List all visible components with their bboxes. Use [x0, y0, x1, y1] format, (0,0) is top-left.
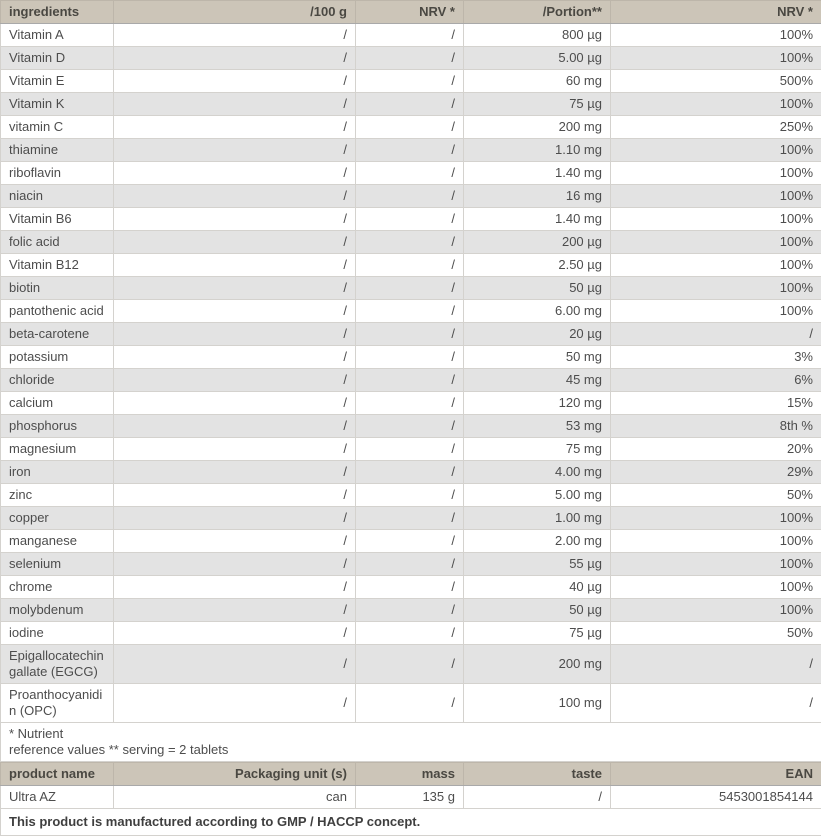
table-cell: /: [356, 208, 464, 231]
table-cell: 2.00 mg: [464, 530, 611, 553]
table-cell: /: [356, 24, 464, 47]
table-cell: /: [356, 231, 464, 254]
table-row: [1, 47, 821, 70]
table-cell: selenium: [1, 553, 114, 576]
table-cell: can: [114, 786, 356, 809]
table-cell: 75 mg: [464, 438, 611, 461]
column-header: product name: [1, 763, 114, 786]
column-header: NRV *: [611, 1, 821, 24]
table-cell: /: [356, 185, 464, 208]
table-cell: Epigallocatechin gallate (EGCG): [1, 645, 114, 684]
table-row: [1, 684, 821, 723]
table-row: [1, 116, 821, 139]
table-row: [1, 415, 821, 438]
product-info-header: [1, 763, 821, 786]
table-cell: /: [114, 622, 356, 645]
table-cell: /: [356, 254, 464, 277]
table-row: [1, 70, 821, 93]
table-cell: 100%: [611, 24, 821, 47]
column-header: /100 g: [114, 1, 356, 24]
table-cell: /: [114, 438, 356, 461]
table-cell: /: [356, 507, 464, 530]
table-row: [1, 162, 821, 185]
footnote-line-1: * Nutrient: [9, 726, 64, 741]
table-cell: 15%: [611, 392, 821, 415]
table-row: [1, 277, 821, 300]
table-cell: niacin: [1, 185, 114, 208]
footnote-row: [1, 723, 821, 762]
table-cell: 100%: [611, 208, 821, 231]
column-header: mass: [356, 763, 464, 786]
table-row: [1, 530, 821, 553]
table-cell: 100%: [611, 530, 821, 553]
table-cell: /: [114, 576, 356, 599]
table-cell: /: [114, 461, 356, 484]
table-cell: 50%: [611, 622, 821, 645]
table-cell: /: [356, 438, 464, 461]
table-cell: /: [356, 346, 464, 369]
table-cell: /: [114, 277, 356, 300]
table-cell: /: [611, 323, 821, 346]
table-row: [1, 24, 821, 47]
table-cell: Ultra AZ: [1, 786, 114, 809]
table-cell: /: [114, 116, 356, 139]
table-row: [1, 300, 821, 323]
table-cell: 75 µg: [464, 93, 611, 116]
table-cell: 100%: [611, 576, 821, 599]
table-row: [1, 438, 821, 461]
table-cell: /: [114, 300, 356, 323]
table-cell: 135 g: [356, 786, 464, 809]
table-cell: biotin: [1, 277, 114, 300]
table-row: [1, 786, 821, 809]
table-cell: /: [114, 392, 356, 415]
table-cell: /: [114, 93, 356, 116]
table-cell: /: [356, 162, 464, 185]
table-cell: /: [114, 70, 356, 93]
table-cell: 100%: [611, 507, 821, 530]
table-cell: 100%: [611, 162, 821, 185]
table-cell: Vitamin B12: [1, 254, 114, 277]
table-cell: /: [356, 93, 464, 116]
table-cell: /: [114, 553, 356, 576]
column-header: Packaging unit (s): [114, 763, 356, 786]
table-cell: /: [356, 47, 464, 70]
table-cell: 75 µg: [464, 622, 611, 645]
product-info-body: [1, 786, 821, 809]
column-header: NRV *: [356, 1, 464, 24]
table-cell: /: [356, 684, 464, 723]
table-cell: Proanthocyanidin (OPC): [1, 684, 114, 723]
table-cell: /: [356, 116, 464, 139]
table-cell: 2.50 µg: [464, 254, 611, 277]
header-row: [1, 763, 821, 786]
table-row: [1, 369, 821, 392]
table-cell: /: [464, 786, 611, 809]
table-cell: /: [114, 254, 356, 277]
table-row: [1, 231, 821, 254]
table-cell: phosphorus: [1, 415, 114, 438]
table-cell: /: [356, 622, 464, 645]
table-cell: Vitamin E: [1, 70, 114, 93]
table-cell: 20%: [611, 438, 821, 461]
table-cell: 800 µg: [464, 24, 611, 47]
table-cell: 100%: [611, 599, 821, 622]
table-cell: 5453001854144: [611, 786, 821, 809]
table-cell: riboflavin: [1, 162, 114, 185]
table-row: [1, 599, 821, 622]
table-cell: iodine: [1, 622, 114, 645]
table-cell: 20 µg: [464, 323, 611, 346]
table-cell: folic acid: [1, 231, 114, 254]
footnote-line-2: reference values ** serving = 2 tablets: [9, 742, 229, 757]
table-row: [1, 323, 821, 346]
table-cell: 50%: [611, 484, 821, 507]
table-cell: /: [356, 369, 464, 392]
table-cell: 60 mg: [464, 70, 611, 93]
table-cell: /: [611, 684, 821, 723]
ingredients-table-header: [1, 1, 821, 24]
table-cell: 45 mg: [464, 369, 611, 392]
table-cell: manganese: [1, 530, 114, 553]
table-cell: Vitamin A: [1, 24, 114, 47]
table-row: [1, 139, 821, 162]
column-header: ingredients: [1, 1, 114, 24]
table-row: [1, 484, 821, 507]
disclaimer-cell: This product is manufactured according to GMP / HACCP concept.: [1, 809, 821, 836]
disclaimer-row: [1, 809, 821, 836]
table-cell: /: [114, 231, 356, 254]
table-row: [1, 645, 821, 684]
table-cell: 55 µg: [464, 553, 611, 576]
footnote-cell: [1, 723, 821, 762]
table-cell: 200 mg: [464, 645, 611, 684]
table-cell: iron: [1, 461, 114, 484]
table-cell: beta-carotene: [1, 323, 114, 346]
table-cell: 5.00 µg: [464, 47, 611, 70]
table-cell: /: [114, 507, 356, 530]
table-cell: 53 mg: [464, 415, 611, 438]
table-cell: /: [356, 415, 464, 438]
table-cell: /: [356, 484, 464, 507]
table-cell: potassium: [1, 346, 114, 369]
table-cell: 50 mg: [464, 346, 611, 369]
table-cell: /: [356, 300, 464, 323]
table-cell: 1.00 mg: [464, 507, 611, 530]
table-cell: /: [114, 684, 356, 723]
table-cell: 50 µg: [464, 277, 611, 300]
table-cell: 100%: [611, 254, 821, 277]
table-cell: /: [611, 645, 821, 684]
table-cell: 40 µg: [464, 576, 611, 599]
table-cell: Vitamin D: [1, 47, 114, 70]
table-cell: 16 mg: [464, 185, 611, 208]
table-cell: /: [356, 461, 464, 484]
table-cell: 8th %: [611, 415, 821, 438]
table-cell: thiamine: [1, 139, 114, 162]
table-cell: 50 µg: [464, 599, 611, 622]
table-cell: /: [114, 369, 356, 392]
table-cell: 5.00 mg: [464, 484, 611, 507]
table-cell: 250%: [611, 116, 821, 139]
header-row: [1, 1, 821, 24]
table-row: [1, 576, 821, 599]
table-cell: 100%: [611, 185, 821, 208]
table-cell: 100%: [611, 231, 821, 254]
table-cell: zinc: [1, 484, 114, 507]
table-cell: chrome: [1, 576, 114, 599]
table-cell: /: [356, 277, 464, 300]
table-cell: /: [356, 576, 464, 599]
table-cell: 1.10 mg: [464, 139, 611, 162]
table-cell: 100%: [611, 277, 821, 300]
table-cell: vitamin C: [1, 116, 114, 139]
table-cell: /: [114, 530, 356, 553]
ingredients-table-body: [1, 24, 821, 723]
table-cell: Vitamin B6: [1, 208, 114, 231]
table-cell: 200 µg: [464, 231, 611, 254]
table-cell: 1.40 mg: [464, 162, 611, 185]
table-row: [1, 507, 821, 530]
table-cell: 1.40 mg: [464, 208, 611, 231]
table-cell: /: [114, 645, 356, 684]
table-cell: molybdenum: [1, 599, 114, 622]
table-cell: 100%: [611, 553, 821, 576]
table-cell: 100 mg: [464, 684, 611, 723]
table-cell: /: [356, 323, 464, 346]
table-cell: /: [114, 185, 356, 208]
table-cell: 100%: [611, 47, 821, 70]
table-cell: /: [356, 392, 464, 415]
table-row: [1, 185, 821, 208]
table-cell: /: [114, 599, 356, 622]
table-cell: 6%: [611, 369, 821, 392]
table-cell: /: [114, 415, 356, 438]
table-row: [1, 346, 821, 369]
table-cell: 100%: [611, 300, 821, 323]
table-cell: magnesium: [1, 438, 114, 461]
table-cell: 4.00 mg: [464, 461, 611, 484]
table-cell: copper: [1, 507, 114, 530]
table-cell: /: [114, 139, 356, 162]
table-cell: pantothenic acid: [1, 300, 114, 323]
table-cell: Vitamin K: [1, 93, 114, 116]
table-cell: 120 mg: [464, 392, 611, 415]
table-row: [1, 392, 821, 415]
table-cell: 100%: [611, 93, 821, 116]
table-cell: 29%: [611, 461, 821, 484]
product-info-table: [0, 762, 821, 836]
table-cell: 500%: [611, 70, 821, 93]
table-cell: 6.00 mg: [464, 300, 611, 323]
table-cell: /: [356, 530, 464, 553]
table-cell: /: [114, 47, 356, 70]
table-cell: /: [356, 553, 464, 576]
table-cell: 3%: [611, 346, 821, 369]
column-header: EAN: [611, 763, 821, 786]
column-header: taste: [464, 763, 611, 786]
table-cell: 100%: [611, 139, 821, 162]
table-cell: calcium: [1, 392, 114, 415]
table-row: [1, 93, 821, 116]
table-cell: /: [356, 599, 464, 622]
table-row: [1, 254, 821, 277]
table-cell: chloride: [1, 369, 114, 392]
table-cell: 200 mg: [464, 116, 611, 139]
table-cell: /: [356, 139, 464, 162]
table-row: [1, 622, 821, 645]
table-cell: /: [114, 208, 356, 231]
table-row: [1, 461, 821, 484]
table-cell: /: [356, 645, 464, 684]
table-cell: /: [114, 162, 356, 185]
table-row: [1, 208, 821, 231]
table-cell: /: [356, 70, 464, 93]
table-cell: /: [114, 346, 356, 369]
table-cell: /: [114, 323, 356, 346]
table-row: [1, 553, 821, 576]
table-cell: /: [114, 24, 356, 47]
column-header: /Portion**: [464, 1, 611, 24]
table-cell: /: [114, 484, 356, 507]
